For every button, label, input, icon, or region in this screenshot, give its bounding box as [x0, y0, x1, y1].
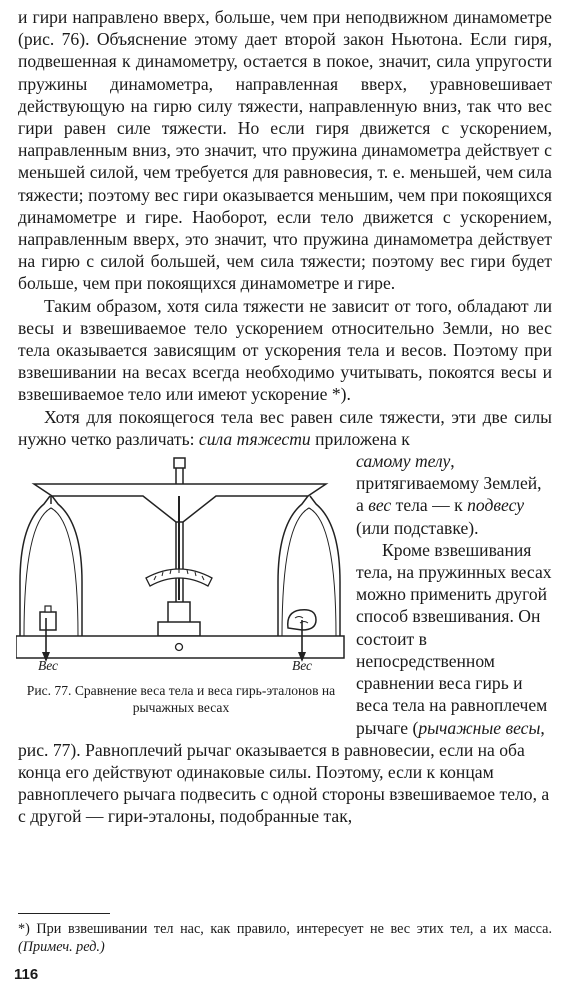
label-weight-left: Вес [38, 658, 59, 674]
footnote-text: *) При взвешивании тел нас, как правило, интересует не вес этих тел, а их масса. [18, 921, 552, 937]
p4-start-text: Кроме взвешивания тела, на пружинных весах можно применить другой способ взвешивания. Он состоит в непосредственном сравнении веса гирь и веса тела на равноплечем рычаге ( [356, 539, 552, 738]
term-suspension: подвесу [467, 495, 525, 516]
p3-mid3-text: тела — к [395, 495, 463, 516]
p3-mid1-text: приложена к [315, 428, 410, 449]
label-weight-right: Вес [292, 658, 313, 674]
footnote [18, 920, 552, 957]
force-labels [16, 658, 346, 680]
p3-mid2-text: , притягиваемому Землей, а [356, 451, 542, 516]
term-lever-balance: рычажные весы [418, 717, 541, 738]
term-gravity-force: сила тяжести [198, 428, 311, 449]
lever-balance-diagram [16, 452, 346, 664]
page-number: 116 [14, 966, 39, 983]
page-body [18, 6, 552, 828]
footnote-editor-note: (Примеч. ред.) [18, 939, 105, 956]
term-weight: вес [368, 495, 392, 516]
figure-77 [16, 452, 346, 720]
paragraph-3-start [18, 406, 552, 450]
p4-end-text: , рис. 77). Равноплечий рычаг оказывается в равновесии, если на оба конца его действуют одинаковые силы. Поэтому, если к концам равноплечего рычага подвесить с одной стороны взвешиваемое тело, а с другой — гири-эталоны, подобранные так, [18, 717, 550, 827]
footnote-rule [18, 913, 110, 914]
paragraph-1: и гири направлено вверх, больше, чем при неподвижном динамометре (рис. 76). Объяснение этому дает второй закон Ньютона. Если гиря, подвешенная к динамометру, остается в покое, значит, сила упругости пружины динамометра, направленная вверх, уравновешивает действующую на гирю силу тяжести, направленную вниз, так что вес гири равен силе тяжести. Но если гиря движется с ускорением, направленным вниз, это значит, что пружина динамометра действует с меньшей силой, чем требуется для равновесия, т. е. меньшей, чем сила тяжести; поэтому вес гири оказывается меньшим, чем при покоящихся динамометре и гире. Наоборот, если тело движется с ускорением, направленным вверх, это значит, что пружина динамометра действует на гирю с силой большей, чем сила тяжести; поэтому вес гири будет больше, чем при покоящихся динамометре и гире. [18, 7, 552, 294]
paragraph-2-text: Таким образом, хотя сила тяжести не зависит от того, обладают ли весы и взвешиваемое тело ускорением относительно Земли, но вес тела оказывается зависящим от ускорения тела и весов. Поэтому при взвешивании на весах всегда необходимо учитывать, покоятся весы и взвешиваемое тело или имеют ускорение *). [18, 295, 552, 405]
p3-mid4-text: (или подставке). [356, 517, 479, 538]
term-body-itself: самому телу [356, 451, 451, 472]
figure-caption: Рис. 77. Сравнение веса тела и веса гирь-эталонов на рычажных весах [26, 683, 336, 716]
p3-start-text: Хотя для покоящегося тела вес равен силе тяжести, эти две силы нужно четко различать: [18, 406, 552, 449]
paragraph-2 [18, 295, 552, 406]
